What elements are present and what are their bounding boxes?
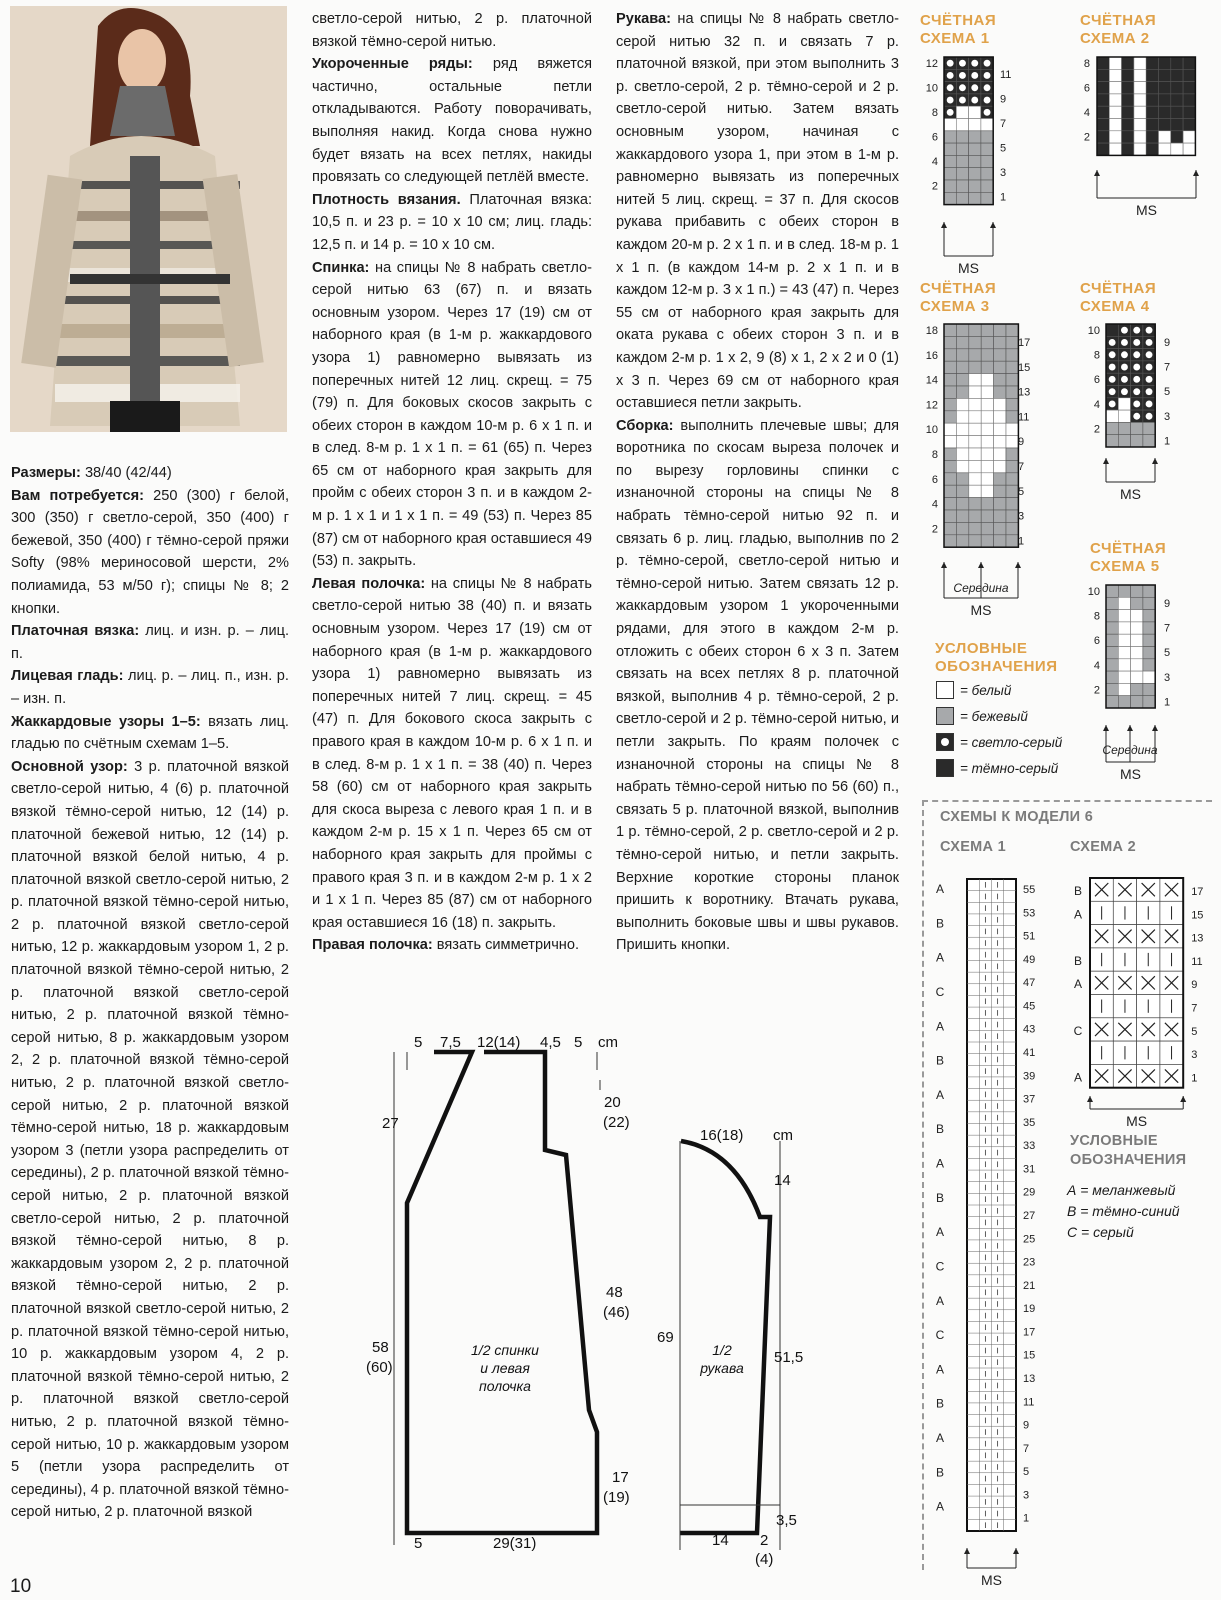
model6-title: СХЕМЫ К МОДЕЛИ 6 <box>940 809 1094 825</box>
model6-s1-row-label: 33 <box>1023 1140 1036 1153</box>
legend-item-white: = белый <box>936 677 1062 703</box>
model6-s2-row-label: 7 <box>1191 1002 1198 1015</box>
model6-s1-row-label: 25 <box>1023 1233 1036 1246</box>
chart3-middle-label: Середина <box>953 581 1009 595</box>
sleeves-text: на спицы № 8 набрать светло-серой нитью 32 п. и связать 7 р. платочной вязкой, при этом выполнить 3 р. светло-серой, 2 р. тёмно-серой и 2 р. светло-серой нитью. Затем вязать основным узором, начиная с жаккардового узора 1, при этом в 1-м р. равномерно вывязать из поперечных нитей 5 лиц. скрещ. = 37 п. Для скосов рукава прибавить с обеих сторон в каждом 20-м р. 2 х 1 п. и в след. 18-м р. 1 х 1 п. (в каждом 14-м р. 2 х 1 п. и в каждом 12-м р. 3 х 1 п.) = 43 (47) п. Через 55 см от наборного края закрыть для оката рукава с обеих сторон 3 п. и в каждом 2-м р. 1 х 2, 9 (8) х 1, 2 х 2 и 0 (1) х 3 п. Через 69 см от наборного края оставшиеся петли закрыть. <box>616 11 899 412</box>
sleeve-outline <box>680 1141 770 1533</box>
model6-s1-row-label: 51 <box>1023 930 1036 943</box>
chart5-row-label: 4 <box>1093 659 1100 672</box>
model6-s1-side-label: B <box>935 1122 945 1137</box>
dim-right-22: (22) <box>603 1114 630 1131</box>
model6-s1-ms-label: MS <box>981 1572 1002 1588</box>
model6-s1-side-label: A <box>935 1087 945 1102</box>
legend-item-beige: = бежевый <box>936 703 1062 729</box>
model6-s1-side-label: C <box>935 1328 945 1343</box>
stockinette-heading: Лицевая гладь: <box>11 668 124 685</box>
model6-s1-row-label: 39 <box>1023 1070 1036 1083</box>
model6-s1-row-label: 29 <box>1023 1186 1036 1199</box>
model6-s2-side-label: B <box>1073 953 1083 968</box>
model6-s1-row-label: 37 <box>1023 1093 1036 1106</box>
model6-s1-row-label: 31 <box>1023 1163 1036 1176</box>
left-front-text: на спицы № 8 набрать светло-серой нитью 38 (40) п. и вязать основным узором. Через 17 (19) см от наборного края (в 1-м р. жаккардового узора 1) равномерно вывязать из поперечных нитей 7 лиц. скрещ. = 45 (47) п. Для бокового скоса закрыть с правого края в каждом 10-м р. 6 х 1 п. и в след. 8-м р. 1 х 1 п. = 38 (40) п. Через 58 (60) см от наборного края закрыть для скоса выреза с левого края 1 п. и в каждом 2-м р. 15 х 1 п. Через 65 см от наборного края закрыть для проймы с правого края 3 п. и в каждом 2-м р. 1 х 2 и 1 х 1 п. Через 85 (87) см от наборного края оставшиеся 16 (18) п. закрыть. <box>312 575 592 931</box>
model6-s1-row-label: 49 <box>1023 953 1036 966</box>
dim-top-5a: 5 <box>414 1034 423 1051</box>
jacquard-text: вязать лиц. гладью по счётным схемам 1–5. <box>11 713 289 753</box>
model6-s2-row-label: 13 <box>1191 932 1204 945</box>
model6-s1-side-label: A <box>935 882 945 896</box>
chart3-row-label: 18 <box>925 325 938 337</box>
chart3-row-label: 4 <box>931 498 938 511</box>
chart4-row-label: 9 <box>1164 337 1171 349</box>
chart5-ms-label: MS <box>1120 766 1141 782</box>
chart5-row-label: 7 <box>1164 622 1171 635</box>
chart2-title: СЧЁТНАЯ СХЕМА 2 <box>1080 12 1157 47</box>
chart3-row-label: 11 <box>1018 411 1030 424</box>
chart1-row-label: 1 <box>1000 191 1007 204</box>
assembly-heading: Сборка: <box>616 417 674 434</box>
main-pattern-heading: Основной узор: <box>11 758 128 775</box>
model6-s1-side-label: B <box>935 1465 945 1480</box>
model6-s1-row-label: 13 <box>1023 1373 1036 1385</box>
chart4-row-label: 1 <box>1164 435 1171 448</box>
model6-s1-side-label: A <box>935 950 945 965</box>
model6-s2-row-label: 3 <box>1191 1049 1198 1062</box>
chart4-row-label: 4 <box>1093 398 1100 411</box>
model6-s1-side-label: A <box>935 1156 945 1171</box>
model6-s1-side-label: A <box>935 1225 945 1240</box>
sleeves-heading: Рукава: <box>616 11 672 27</box>
chart5-row-label: 6 <box>1093 635 1100 648</box>
sizes-heading: Размеры: <box>11 465 81 481</box>
dim-left-27: 27 <box>382 1115 399 1132</box>
dim-sleeve-bottom-14: 14 <box>712 1532 729 1549</box>
chart1-title: СЧЁТНАЯ СХЕМА 1 <box>920 12 997 47</box>
model6-s1-row-label: 47 <box>1023 977 1036 990</box>
model6-s1-row-label: 11 <box>1023 1396 1035 1409</box>
dim-right-17: 17 <box>612 1469 629 1486</box>
main-pattern-text: 3 р. платочной вязкой светло-серой нитью, 4 (6) р. платочной вязкой тёмно-серой нитью, 12 (14) р. платочной бежевой нитью, 12 (14) р. платочной вязкой белой нитью, 4 р. платочной вязкой светло-серой нитью, 2 р. платочной вязкой тёмно-серой нитью, 2 р. платочной вязкой светло-серой нитью, 12 р. жаккардовым узором 1, 2 р. платочной вязкой тёмно-серой нитью, 2 р. платочной вязкой светло-серой нитью, 2 р. платочной вязкой тёмно-серой нитью, 8 р. жаккардовым узором 2, 2 р. платочной вязкой тёмно-серой нитью, 2 р. платочной вязкой светло-серой нитью, 2 р. платочной вязкой тёмно-серой нитью, 18 р. жаккардовым узором 3 (петли узора распределить от середины), 2 р. платочной вязкой тёмно-серой нитью, 2 р. платочной вязкой светло-серой нитью, 2 р. платочной вязкой тёмно-серой нитью, 8 р. жаккардовым узором 2, 2 р. платочной вязкой тёмно-серой нитью, 2 р. платочной вязкой светло-серой нитью, 2 р. платочной вязкой тёмно-серой нитью, 10 р. жаккардовым узором 4, 2 р. платочной вязкой тёмно-серой нитью, 2 р. платочной вязкой светло-серой нитью, 2 р. платочной вязкой тёмно-серой нитью, 10 р. жаккардовым узором 5 (петли узора распределить от середины), 4 р. платочной вязкой тёмно-серой нитью, 2 р. платочной вязкой <box>11 758 289 1521</box>
dim-top-cm: cm <box>598 1034 618 1051</box>
chart3-row-label: 3 <box>1018 510 1025 523</box>
dim-top-4-5: 4,5 <box>540 1034 561 1051</box>
chart1-row-label: 7 <box>1000 118 1007 130</box>
dim-top-12-14: 12(14) <box>477 1034 521 1051</box>
model6-s1-row-label: 9 <box>1023 1419 1030 1432</box>
jacquard-heading: Жаккардовые узоры 1–5: <box>11 713 201 730</box>
model6-s1-row-label: 45 <box>1023 1000 1036 1013</box>
model6-chart1-title: СХЕМА 1 <box>940 839 1007 855</box>
dim-sleeve-cm: cm <box>773 1127 793 1144</box>
model6-s1-side-label: A <box>935 1362 945 1377</box>
chart4-row-label: 8 <box>1093 349 1100 362</box>
chart1-row-label: 2 <box>931 180 938 193</box>
chart2-row-label: 4 <box>1083 107 1090 119</box>
chart1-row-label: 12 <box>925 58 938 70</box>
chart4-ms-label: MS <box>1120 486 1141 502</box>
dim-bottom-29-31: 29(31) <box>493 1535 537 1552</box>
chart1-row-label: 6 <box>931 131 938 144</box>
model6-s2-side-label: A <box>1073 977 1083 992</box>
model6-s1-side-label: B <box>935 1190 945 1205</box>
chart3-row-label: 12 <box>925 399 938 412</box>
dim-sleeve-bottom-4: (4) <box>755 1551 774 1568</box>
chart3-row-label: 16 <box>925 349 938 362</box>
dim-sleeve-69: 69 <box>657 1329 674 1346</box>
chart3-row-label: 10 <box>925 424 938 437</box>
chart4-row-label: 7 <box>1164 361 1171 374</box>
dim-sleeve-bottom-2: 2 <box>760 1532 769 1549</box>
dim-sleeve-14: 14 <box>774 1172 791 1189</box>
dim-left-58: 58 <box>372 1339 389 1356</box>
chart3-row-label: 7 <box>1018 461 1025 473</box>
model6-s2-row-label: 9 <box>1191 979 1198 992</box>
chart3-row-label: 8 <box>931 449 938 461</box>
dim-top-7-5: 7,5 <box>440 1034 461 1051</box>
chart3-row-label: 15 <box>1018 361 1031 374</box>
model6-s2-row-label: 15 <box>1191 909 1204 922</box>
chart5-row-label: 2 <box>1093 684 1100 697</box>
dim-right-48: 48 <box>606 1284 623 1301</box>
right-front-heading: Правая полочка: <box>312 937 433 954</box>
model6-s1-row-label: 43 <box>1023 1023 1036 1036</box>
model6-s1-row-label: 15 <box>1023 1349 1036 1362</box>
left-front-heading: Левая полочка: <box>312 575 426 592</box>
model6-chart2-title: СХЕМА 2 <box>1070 839 1137 855</box>
main-pattern-continued: светло-серой нитью, 2 р. платочной вязкой тёмно-серой нитью. <box>312 11 592 50</box>
model6-s1-row-label: 23 <box>1023 1256 1036 1269</box>
chart4-row-label: 5 <box>1164 386 1171 399</box>
model6-s1-side-label: A <box>935 1431 945 1446</box>
dim-sleeve-top: 16(18) <box>700 1127 744 1144</box>
chart1-row-label: 3 <box>1000 167 1007 179</box>
chart1-row-label: 10 <box>925 82 938 95</box>
model6-s1-side-label: A <box>935 1019 945 1034</box>
chart3-ms-label: MS <box>970 602 992 618</box>
legend2-a: А = меланжевый <box>1067 1182 1176 1198</box>
chart5-middle-label: Середина <box>1102 743 1158 757</box>
right-front-text: вязать симметрично. <box>432 937 580 954</box>
gauge-text: Платочная вязка: 10,5 п. и 23 р. = 10 х 10 см; лиц. гладь: 12,5 п. и 14 р. = 10 х 10 см. <box>312 191 592 253</box>
legend2-title: УСЛОВНЫЕ ОБОЗНАЧЕНИЯ <box>1070 1133 1187 1168</box>
model6-s1-row-label: 35 <box>1023 1116 1036 1129</box>
model6-s1-row-label: 19 <box>1023 1303 1036 1316</box>
chart3-row-label: 9 <box>1018 436 1025 449</box>
chart1-row-label: 4 <box>931 156 938 168</box>
garter-heading: Платочная вязка: <box>11 623 140 640</box>
gauge-heading: Плотность вязания. <box>312 191 461 208</box>
legend2-b: В = тёмно-синий <box>1067 1203 1180 1219</box>
back-front-outline <box>407 1052 597 1533</box>
chart3-row-label: 6 <box>931 473 938 486</box>
sleeve-label-2: рукава <box>700 1360 744 1376</box>
stockinette-text: лиц. р. – лиц. п., изн. р. – изн. п. <box>11 668 289 707</box>
model6-s1-row-label: 1 <box>1023 1512 1030 1525</box>
model6-s1-side-label: A <box>935 1293 945 1308</box>
model6-s1-row-label: 5 <box>1023 1466 1030 1479</box>
model6-s2-ms-label: MS <box>1126 1113 1148 1129</box>
chart4-row-label: 3 <box>1164 410 1171 423</box>
model6-s1-side-label: C <box>935 1259 945 1274</box>
chart5-row-label: 8 <box>1093 610 1100 623</box>
chart1-row-label: 5 <box>1000 142 1007 155</box>
model6-s1-side-label: B <box>935 916 945 931</box>
dim-sleeve-3-5: 3,5 <box>776 1512 797 1529</box>
chart1-row-label: 11 <box>1000 69 1012 81</box>
model6-s1-row-label: 53 <box>1023 907 1036 920</box>
chart5-row-label: 10 <box>1087 586 1100 598</box>
piece-label-3: полочка <box>479 1378 531 1394</box>
dim-bottom-5: 5 <box>414 1535 423 1552</box>
piece-label-1: 1/2 спинки <box>471 1342 539 1358</box>
chart4-row-label: 10 <box>1087 325 1100 337</box>
dim-right-46: (46) <box>603 1304 630 1321</box>
model6-s2-side-label: C <box>1073 1023 1083 1038</box>
chart2-ms-label: MS <box>1136 202 1157 218</box>
model6-s1-side-label: C <box>935 984 945 999</box>
chart4-row-label: 6 <box>1093 374 1100 387</box>
chart1-row-label: 8 <box>931 107 938 119</box>
materials-text: 250 (300) г белой, 300 (350) г светло-серой, 350 (400) г бежевой, 350 (400) г тёмно-серой пряжи Softy (98% мериносовой шерсти, 2% полиамида, 53 м/50 г); спицы № 8; 2 кнопки. <box>11 487 289 617</box>
chart5-row-label: 1 <box>1164 696 1171 709</box>
dim-sleeve-51-5: 51,5 <box>774 1349 804 1366</box>
chart1-row-label: 9 <box>1000 93 1007 106</box>
chart5-row-label: 5 <box>1164 647 1171 660</box>
back-heading: Спинка: <box>312 259 370 276</box>
chart5-row-label: 9 <box>1164 598 1171 610</box>
model6-s2-side-label: A <box>1073 907 1083 922</box>
assembly-text: выполнить плечевые швы; для воротника по скосам выреза полочек и по вырезу горловины спинки с изнаночной стороны на спицы № 8 набрать тёмно-серой нитью 92 п. и связать 6 р. лиц. гладью, выполнив по 2 р. тёмно-серой, светло-серой нитью и тёмно-серой нитью. Затем связать 12 р. жаккардовым узором 1 укороченными рядами, для этого в каждом 2-м р. отложить с обеих сторон 6 х 3 п. Затем связать на всех петлях 8 р. платочной вязкой, выполнив 4 р. тёмно-серой, 2 р. светло-серой и 2 р. тёмно-серой нитью, и петли закрыть. По краям полочек с изнаночной стороны на спицы № 8 набрать тёмно-серой нитью по 56 (60) п., связать 5 р. платочной вязкой, выполнив 1 р. тёмно-серой, 2 р. светло-серой и 2 р. тёмно-серой нитью, и петли закрыть. Верхние короткие стороны планок пришить к воротнику. Втачать рукава, выполнить боковые швы и швы рукавов. Пришить кнопки. <box>616 417 899 954</box>
model6-s1-row-label: 41 <box>1023 1047 1036 1059</box>
chart3-row-label: 5 <box>1018 485 1025 498</box>
materials-heading: Вам потребуется: <box>11 487 145 504</box>
chart2-row-label: 2 <box>1083 131 1090 144</box>
chart3-title: СЧЁТНАЯ СХЕМА 3 <box>920 280 997 315</box>
chart3-row-label: 1 <box>1018 535 1025 548</box>
chart4-title: СЧЁТНАЯ СХЕМА 4 <box>1080 280 1157 315</box>
page-number: 10 <box>10 1576 32 1597</box>
chart1-ms-label: MS <box>958 260 979 276</box>
chart5-row-label: 3 <box>1164 671 1171 684</box>
model6-s1-row-label: 7 <box>1023 1442 1030 1455</box>
model6-s2-side-label: A <box>1073 1070 1083 1085</box>
short-rows-heading: Укороченные ряды: <box>312 56 473 73</box>
chart2-row-label: 8 <box>1083 58 1090 70</box>
model6-s1-side-label: B <box>935 1053 945 1068</box>
chart3-row-label: 17 <box>1018 337 1031 349</box>
legend-item-light-gray: = светло-серый <box>936 729 1062 755</box>
chart4-row-label: 2 <box>1093 423 1100 436</box>
model6-s2-row-label: 11 <box>1191 955 1203 968</box>
dim-right-20: 20 <box>604 1094 621 1111</box>
chart2-row-label: 6 <box>1083 82 1090 95</box>
model6-s1-row-label: 27 <box>1023 1210 1036 1222</box>
garter-text: лиц. и изн. р. – лиц. п. <box>11 623 290 662</box>
model6-s2-row-label: 1 <box>1191 1072 1198 1085</box>
sleeve-label-1: 1/2 <box>712 1342 732 1358</box>
model6-s1-side-label: B <box>935 1396 945 1411</box>
dim-left-60: (60) <box>366 1359 393 1376</box>
model6-s1-row-label: 21 <box>1023 1279 1036 1292</box>
legend-item-dark-gray: = тёмно-серый <box>936 755 1062 781</box>
chart3-row-label: 13 <box>1018 386 1031 399</box>
model6-s1-row-label: 17 <box>1023 1326 1036 1339</box>
sizes-text: 38/40 (42/44) <box>80 465 172 481</box>
piece-label-2: и левая <box>480 1360 530 1376</box>
legend-title: УСЛОВНЫЕ ОБОЗНАЧЕНИЯ <box>935 640 1058 675</box>
model6-s2-side-label: B <box>1073 884 1083 898</box>
chart5-title: СЧЁТНАЯ СХЕМА 5 <box>1090 540 1167 575</box>
dim-top-5b: 5 <box>574 1034 583 1051</box>
model6-s1-row-label: 3 <box>1023 1489 1030 1502</box>
model6-s1-row-label: 55 <box>1023 884 1036 896</box>
model6-s2-row-label: 17 <box>1191 886 1204 898</box>
dim-right-19: (19) <box>603 1489 630 1506</box>
legend2-c: С = серый <box>1067 1224 1134 1240</box>
model6-s2-row-label: 5 <box>1191 1025 1198 1038</box>
back-text: на спицы № 8 набрать светло-серой нитью 63 (67) п. и вязать основным узором. Через 17 (19) см от наборного края (в 1-м р. жаккардового узора 1) равномерно вывязать из поперечных нитей 12 лиц. скрещ. = 75 (79) п. Для боковых скосов закрыть с обеих сторон в каждом 10-м р. 6 х 1 п. и в след. 8-м р. 1 х 1 п. = 61 (65) п. Через 65 см от наборного края закрыть для пройм с обеих сторон 3 п. и в каждом 2-м р. 1 х 1 и 1 х 1 п. = 49 (53) п. Через 85 (87) см от наборного края оставшиеся 49 (53) п. закрыть. <box>312 259 592 570</box>
model6-s1-side-label: A <box>935 1499 945 1514</box>
chart3-row-label: 2 <box>931 523 938 536</box>
chart3-row-label: 14 <box>925 374 938 387</box>
short-rows-text: ряд вяжется частично, остальные петли откладываются. Работу поворачивать, выполняя накид. Когда снова нужно будет вязать на всех петлях, накиды провязать со следующей петлёй вместе. <box>312 56 592 186</box>
